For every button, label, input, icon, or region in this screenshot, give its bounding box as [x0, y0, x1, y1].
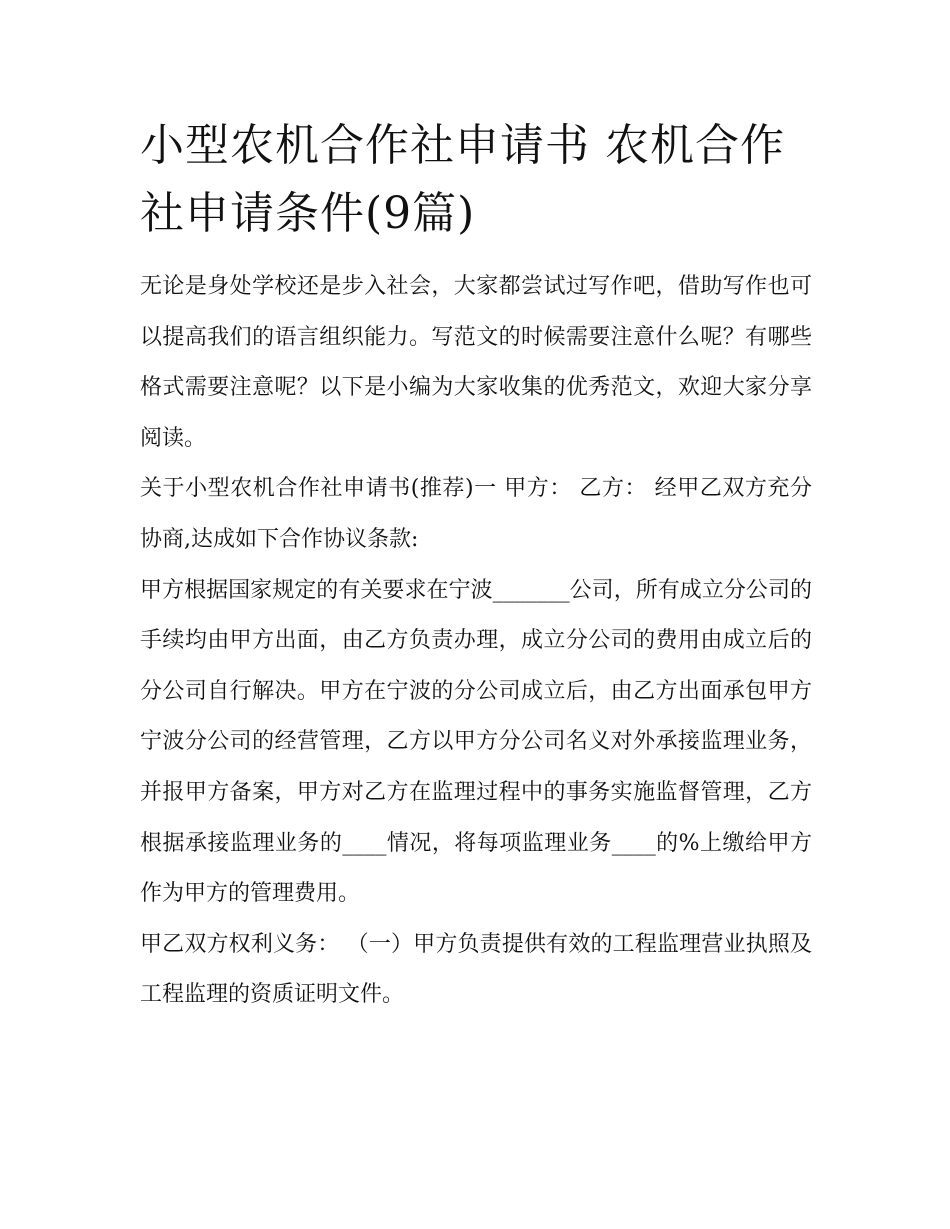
paragraph-agreement-parties: 关于小型农机合作社申请书(推荐)一 甲方： 乙方： 经甲乙双方充分协商,达成如下合作协议条款:: [140, 476, 812, 552]
paragraph-branch-terms: 甲方根据国家规定的有关要求在宁波_______公司，所有成立分公司的手续均由甲方出面，由乙方负责办理，成立分公司的费用由成立后的分公司自行解决。甲方在宁波的分公司成立后，由乙方出面承包甲方宁波分公司的经营管理，乙方以甲方分公司名义对外承接监理业务，并报甲方备案，甲方对乙方在监理过程中的事务实施监督管理，乙方根据承接监理业务的____情况，将每项监理业务____的%上缴给甲方作为甲方的管理费用。: [140, 577, 812, 907]
paragraph-intro: 无论是身处学校还是步入社会，大家都尝试过写作吧，借助写作也可以提高我们的语言组织能力。写范文的时候需要注意什么呢？有哪些格式需要注意呢？以下是小编为大家收集的优秀范文，欢迎大家分享阅读。: [140, 274, 812, 451]
document-title: 小型农机合作社申请书 农机合作社申请条件(9篇): [140, 120, 785, 239]
document-body: [140, 262, 812, 1021]
document-content: [140, 112, 812, 1021]
paragraph-rights-obligations: 甲乙双方权利义务： （一）甲方负责提供有效的工程监理营业执照及工程监理的资质证明文件。: [140, 931, 812, 1008]
